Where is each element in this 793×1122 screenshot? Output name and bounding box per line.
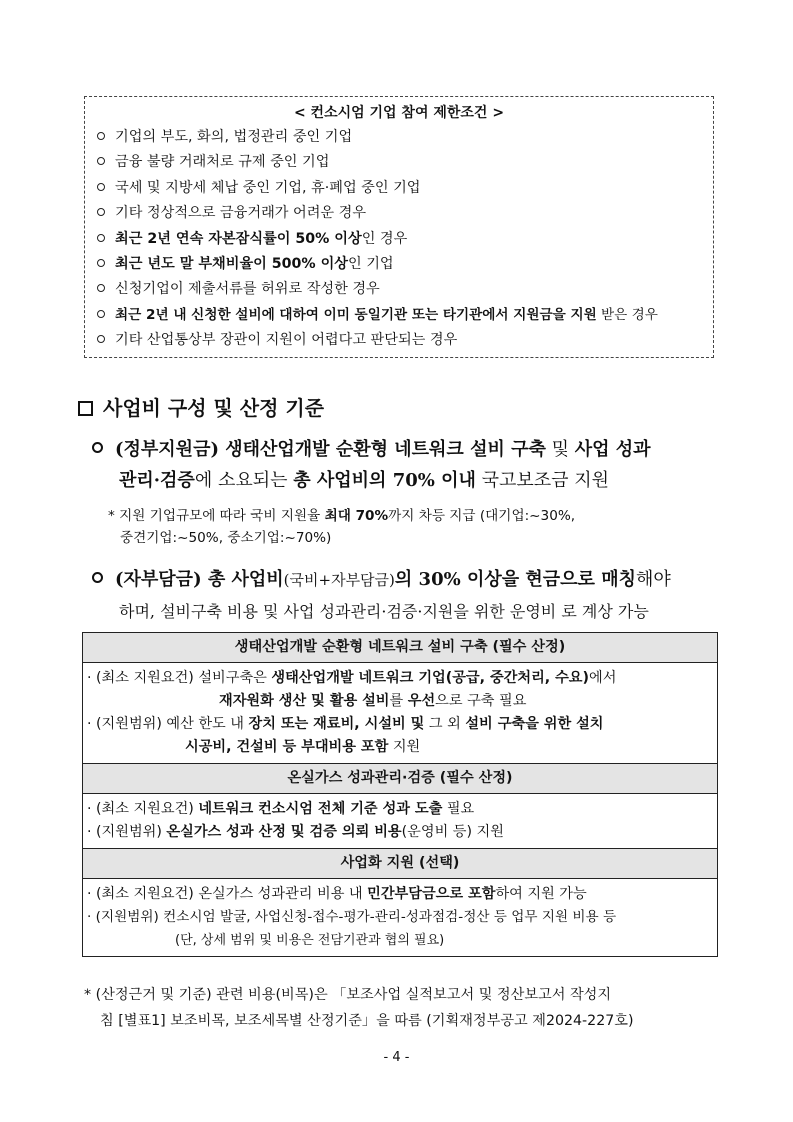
table-header: 온실가스 성과관리·검증 (필수 산정) bbox=[83, 764, 717, 794]
list-item: 기타 산업통상부 장관이 지원이 어렵다고 판단되는 경우 bbox=[85, 328, 713, 353]
table-cell: · (최소 지원요건) 온실가스 성과관리 비용 내 민간부담금으로 포함하여 지원 가능 · (지원범위) 컨소시엄 발굴, 사업신청-접수-평가-관리-성과점검-정산 등 업무 지원 비용 등 (단, 상세 범위 및 비용은 전담기관과 협의 필요) bbox=[87, 886, 617, 948]
section-heading: 사업비 구성 및 산정 기준 bbox=[78, 392, 324, 421]
subsidy-rate-note: * 지원 기업규모에 따라 국비 지원율 최대 70%까지 차등 지급 (대기업:~30%, 중견기업:~50%, 중소기업:~70%) bbox=[108, 508, 576, 546]
circle-bullet-icon bbox=[97, 132, 105, 140]
list-item: 최근 2년 연속 자본잠식률이 50% 이상인 경우 bbox=[85, 227, 713, 252]
self-funding-bullet: (자부담금) 총 사업비(국비+자부담금)의 30% 이상을 현금으로 매칭해야 하며, 설비구축 비용 및 사업 성과관리·검증·지원을 위한 운영비 로 계상 가능 bbox=[92, 564, 722, 627]
footnote: * (산정근거 및 기준) 관련 비용(비목)은 「보조사업 실적보고서 및 정산보고서 작성지 침 [별표1] 보조비목, 보조세목별 산정기준」을 따름 (기획재정부공고 제2024-227호) bbox=[84, 987, 634, 1029]
circle-bullet-icon bbox=[97, 183, 105, 191]
table-header: 사업화 지원 (선택) bbox=[83, 849, 717, 879]
budget-composition-table bbox=[82, 632, 718, 957]
list-item: 기업의 부도, 화의, 법정관리 중인 기업 bbox=[85, 125, 713, 150]
table-cell: · (최소 지원요건) 네트워크 컨소시엄 전체 기준 성과 도출 필요 · (지원범위) 온실가스 성과 산정 및 검증 의뢰 비용(운영비 등) 지원 bbox=[83, 794, 717, 849]
page-number: - 4 - bbox=[383, 1050, 410, 1065]
list-item: 최근 2년 내 신청한 설비에 대하여 이미 동일기관 또는 타기관에서 지원금을 지원 받은 경우 bbox=[85, 303, 713, 328]
constraints-title: < 컨소시엄 기업 참여 제한조건 > bbox=[293, 105, 505, 121]
list-item: 최근 년도 말 부채비율이 500% 이상인 기업 bbox=[85, 252, 713, 277]
circle-bullet-icon bbox=[97, 157, 105, 165]
list-item: 기타 정상적으로 금융거래가 어려운 경우 bbox=[85, 201, 713, 226]
circle-bullet-icon bbox=[97, 208, 105, 216]
list-item: 금융 불량 거래처로 규제 중인 기업 bbox=[85, 150, 713, 175]
government-subsidy-bullet: (정부지원금) 생태산업개발 순환형 네트워크 설비 구축 및 사업 성과 관리·검증에 소요되는 총 사업비의 70% 이내 국고보조금 지원 bbox=[92, 434, 722, 496]
constraints-list bbox=[85, 125, 713, 354]
circle-bullet-icon bbox=[97, 310, 105, 318]
participation-constraints-box bbox=[84, 96, 714, 358]
table-header: 생태산업개발 순환형 네트워크 설비 구축 (필수 산정) bbox=[83, 633, 717, 663]
square-bullet-icon bbox=[78, 401, 93, 416]
circle-bullet-icon bbox=[92, 572, 103, 583]
circle-bullet-icon bbox=[97, 284, 105, 292]
list-item: 신청기업이 제출서류를 허위로 작성한 경우 bbox=[85, 277, 713, 302]
circle-bullet-icon bbox=[97, 234, 105, 242]
circle-bullet-icon bbox=[97, 335, 105, 343]
table-cell: · (최소 지원요건) 설비구축은 생태산업개발 네트워크 기업(공급, 중간처리, 수요)에서 재자원화 생산 및 활용 설비를 우선으로 구축 필요 · (지원범위) 예산 한도 내 장치 또는 재료비, 시설비 및 그 외 설비 구축을 위한 설치 시공비, 건설비 등 부대비용 포함 지원 bbox=[83, 663, 717, 764]
list-item: 국세 및 지방세 체납 중인 기업, 휴·폐업 중인 기업 bbox=[85, 176, 713, 201]
circle-bullet-icon bbox=[97, 259, 105, 267]
circle-bullet-icon bbox=[92, 442, 103, 453]
